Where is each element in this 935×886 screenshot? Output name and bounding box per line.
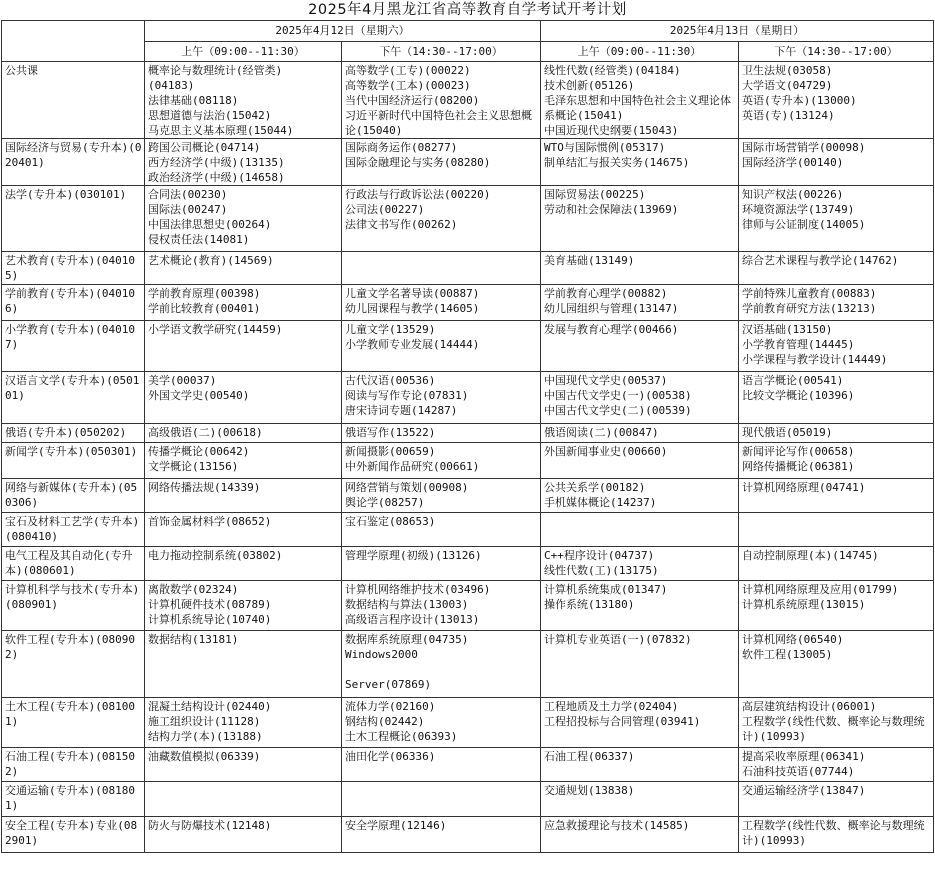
course-cell: 提高采收率原理(06341) 石油科技英语(07744)	[739, 748, 934, 782]
course-cell: 新闻评论写作(00658) 网络传播概论(06381)	[739, 443, 934, 479]
session-header-day2-am: 上午（09:00--11:30）	[541, 42, 739, 62]
course-cell: 学前特殊儿童教育(00883) 学前教育研究方法(13213)	[739, 285, 934, 321]
course-cell: 跨国公司概论(04714) 西方经济学(中级)(13135) 政治经济学(中级)(14658)	[145, 139, 342, 186]
major-cell: 土木工程(专升本)(081001)	[2, 698, 145, 748]
course-cell: 网络营销与策划(00908) 舆论学(08257)	[342, 479, 541, 513]
course-cell: 概率论与数理统计(经管类) (04183) 法律基础(08118) 思想道德与法治(15042) 马克思主义基本原理(15044)	[145, 62, 342, 139]
major-cell: 公共课	[2, 62, 145, 139]
course-cell: 学前教育原理(00398) 学前比较教育(00401)	[145, 285, 342, 321]
table-row	[2, 698, 934, 748]
major-cell: 新闻学(专升本)(050301)	[2, 443, 145, 479]
table-row	[2, 581, 934, 631]
course-cell: 外国新闻事业史(00660)	[541, 443, 739, 479]
course-cell: C++程序设计(04737) 线性代数(工)(13175)	[541, 547, 739, 581]
course-cell: 计算机网络原理(04741)	[739, 479, 934, 513]
page-title: 2025年4月黑龙江省高等教育自学考试开考计划	[308, 2, 627, 18]
course-cell: 计算机网络维护技术(03496) 数据结构与算法(13003) 高级语言程序设计(13013)	[342, 581, 541, 631]
major-cell: 宝石及材料工艺学(专升本)(080410)	[2, 513, 145, 547]
table-row	[2, 424, 934, 443]
table-row	[2, 62, 934, 139]
course-cell	[541, 513, 739, 547]
course-cell: 俄语阅读(二)(00847)	[541, 424, 739, 443]
course-cell: 石油工程(06337)	[541, 748, 739, 782]
course-cell: 美育基础(13149)	[541, 252, 739, 285]
course-cell: 高级俄语(二)(00618)	[145, 424, 342, 443]
course-cell: 国际贸易法(00225) 劳动和社会保障法(13969)	[541, 186, 739, 252]
table-row	[2, 252, 934, 285]
course-cell: 工程地质及土力学(02404) 工程招投标与合同管理(03941)	[541, 698, 739, 748]
table-row	[2, 321, 934, 372]
major-cell: 学前教育(专升本)(040106)	[2, 285, 145, 321]
major-cell: 国际经济与贸易(专升本)(020401)	[2, 139, 145, 186]
course-cell: 数据库系统原理(04735) Windows2000 Server(07869)	[342, 631, 541, 698]
table-row	[2, 479, 934, 513]
course-cell: WTO与国际惯例(05317) 制单结汇与报关实务(14675)	[541, 139, 739, 186]
table-row	[2, 186, 934, 252]
course-cell: 高等数学(工专)(00022) 高等数学(工本)(00023) 当代中国经济运行(08200) 习近平新时代中国特色社会主义思想概论(15040)	[342, 62, 541, 139]
course-cell: 计算机专业英语(一)(07832)	[541, 631, 739, 698]
table-row	[2, 513, 934, 547]
course-cell: 美学(00037) 外国文学史(00540)	[145, 372, 342, 424]
course-cell: 交通运输经济学(13847)	[739, 782, 934, 817]
course-cell: 自动控制原理(本)(14745)	[739, 547, 934, 581]
date-header-day1: 2025年4月12日（星期六）	[145, 21, 541, 42]
course-cell: 流体力学(02160) 钢结构(02442) 土木工程概论(06393)	[342, 698, 541, 748]
major-cell: 计算机科学与技术(专升本)(080901)	[2, 581, 145, 631]
course-cell	[342, 782, 541, 817]
course-cell: 高层建筑结构设计(06001) 工程数学(线性代数、概率论与数理统计)(10993)	[739, 698, 934, 748]
major-cell: 网络与新媒体(专升本)(050306)	[2, 479, 145, 513]
course-cell: 安全学原理(12146)	[342, 817, 541, 853]
major-cell: 俄语(专升本)(050202)	[2, 424, 145, 443]
schedule-body	[2, 62, 934, 853]
course-cell	[145, 782, 342, 817]
course-cell: 应急救援理论与技术(14585)	[541, 817, 739, 853]
major-cell: 交通运输(专升本)(081801)	[2, 782, 145, 817]
course-cell: 汉语基础(13150) 小学教育管理(14445) 小学课程与教学设计(14449)	[739, 321, 934, 372]
course-cell: 艺术概论(教育)(14569)	[145, 252, 342, 285]
table-row	[2, 139, 934, 186]
course-cell: 公共关系学(00182) 手机媒体概论(14237)	[541, 479, 739, 513]
course-cell: 宝石鉴定(08653)	[342, 513, 541, 547]
course-cell	[739, 513, 934, 547]
course-cell: 计算机网络(06540) 软件工程(13005)	[739, 631, 934, 698]
table-row	[2, 748, 934, 782]
course-cell: 儿童文学(13529) 小学教师专业发展(14444)	[342, 321, 541, 372]
course-cell: 传播学概论(00642) 文学概论(13156)	[145, 443, 342, 479]
table-row	[2, 285, 934, 321]
course-cell: 油藏数值模拟(06339)	[145, 748, 342, 782]
session-header-day2-pm: 下午（14:30--17:00）	[739, 42, 934, 62]
major-cell: 艺术教育(专升本)(040105)	[2, 252, 145, 285]
table-row	[2, 817, 934, 853]
exam-schedule-table	[1, 20, 934, 853]
course-cell: 电力拖动控制系统(03802)	[145, 547, 342, 581]
session-header-day1-pm: 下午（14:30--17:00）	[342, 42, 541, 62]
date-header-day2: 2025年4月13日（星期日）	[541, 21, 934, 42]
course-cell: 网络传播法规(14339)	[145, 479, 342, 513]
table-row	[2, 547, 934, 581]
course-cell: 知识产权法(00226) 环境资源法学(13749) 律师与公证制度(14005)	[739, 186, 934, 252]
course-cell: 线性代数(经管类)(04184) 技术创新(05126) 毛泽东思想和中国特色社会主义理论体系概论(15041) 中国近现代史纲要(15043)	[541, 62, 739, 139]
course-cell: 卫生法规(03058) 大学语文(04729) 英语(专升本)(13000) 英语(专)(13124)	[739, 62, 934, 139]
session-header-day1-am: 上午（09:00--11:30）	[145, 42, 342, 62]
course-cell: 数据结构(13181)	[145, 631, 342, 698]
course-cell: 计算机系统集成(01347) 操作系统(13180)	[541, 581, 739, 631]
course-cell: 俄语写作(13522)	[342, 424, 541, 443]
course-cell: 儿童文学名著导读(00887) 幼儿园课程与教学(14605)	[342, 285, 541, 321]
course-cell: 发展与教育心理学(00466)	[541, 321, 739, 372]
course-cell	[342, 252, 541, 285]
major-header-cell	[2, 21, 145, 62]
course-cell: 混凝土结构设计(02440) 施工组织设计(11128) 结构力学(本)(13188)	[145, 698, 342, 748]
date-header-row	[2, 21, 934, 42]
table-row	[2, 782, 934, 817]
course-cell: 学前教育心理学(00882) 幼儿园组织与管理(13147)	[541, 285, 739, 321]
course-cell: 离散数学(02324) 计算机硬件技术(08789) 计算机系统导论(10740)	[145, 581, 342, 631]
course-cell: 综合艺术课程与教学论(14762)	[739, 252, 934, 285]
course-cell: 交通规划(13838)	[541, 782, 739, 817]
course-cell: 防火与防爆技术(12148)	[145, 817, 342, 853]
course-cell: 小学语文教学研究(14459)	[145, 321, 342, 372]
table-row	[2, 631, 934, 698]
major-cell: 软件工程(专升本)(080902)	[2, 631, 145, 698]
course-cell: 现代俄语(05019)	[739, 424, 934, 443]
course-cell: 管理学原理(初级)(13126)	[342, 547, 541, 581]
course-cell: 首饰金属材料学(08652)	[145, 513, 342, 547]
major-cell: 电气工程及其自动化(专升本)(080601)	[2, 547, 145, 581]
major-cell: 法学(专升本)(030101)	[2, 186, 145, 252]
course-cell: 新闻摄影(00659) 中外新闻作品研究(00661)	[342, 443, 541, 479]
course-cell: 计算机网络原理及应用(01799) 计算机系统原理(13015)	[739, 581, 934, 631]
table-row	[2, 443, 934, 479]
course-cell: 油田化学(06336)	[342, 748, 541, 782]
course-cell: 国际商务运作(08277) 国际金融理论与实务(08280)	[342, 139, 541, 186]
course-cell: 国际市场营销学(00098) 国际经济学(00140)	[739, 139, 934, 186]
course-cell: 古代汉语(00536) 阅读与写作专论(07831) 唐宋诗词专题(14287)	[342, 372, 541, 424]
course-cell: 语言学概论(00541) 比较文学概论(10396)	[739, 372, 934, 424]
course-cell: 行政法与行政诉讼法(00220) 公司法(00227) 法律文书写作(00262)	[342, 186, 541, 252]
major-cell: 石油工程(专升本)(081502)	[2, 748, 145, 782]
table-row	[2, 372, 934, 424]
major-cell: 安全工程(专升本)专业(082901)	[2, 817, 145, 853]
course-cell: 中国现代文学史(00537) 中国古代文学史(一)(00538) 中国古代文学史(二)(00539)	[541, 372, 739, 424]
course-cell: 工程数学(线性代数、概率论与数理统计)(10993)	[739, 817, 934, 853]
course-cell: 合同法(00230) 国际法(00247) 中国法律思想史(00264) 侵权责任法(14081)	[145, 186, 342, 252]
major-cell: 小学教育(专升本)(040107)	[2, 321, 145, 372]
major-cell: 汉语言文学(专升本)(050101)	[2, 372, 145, 424]
